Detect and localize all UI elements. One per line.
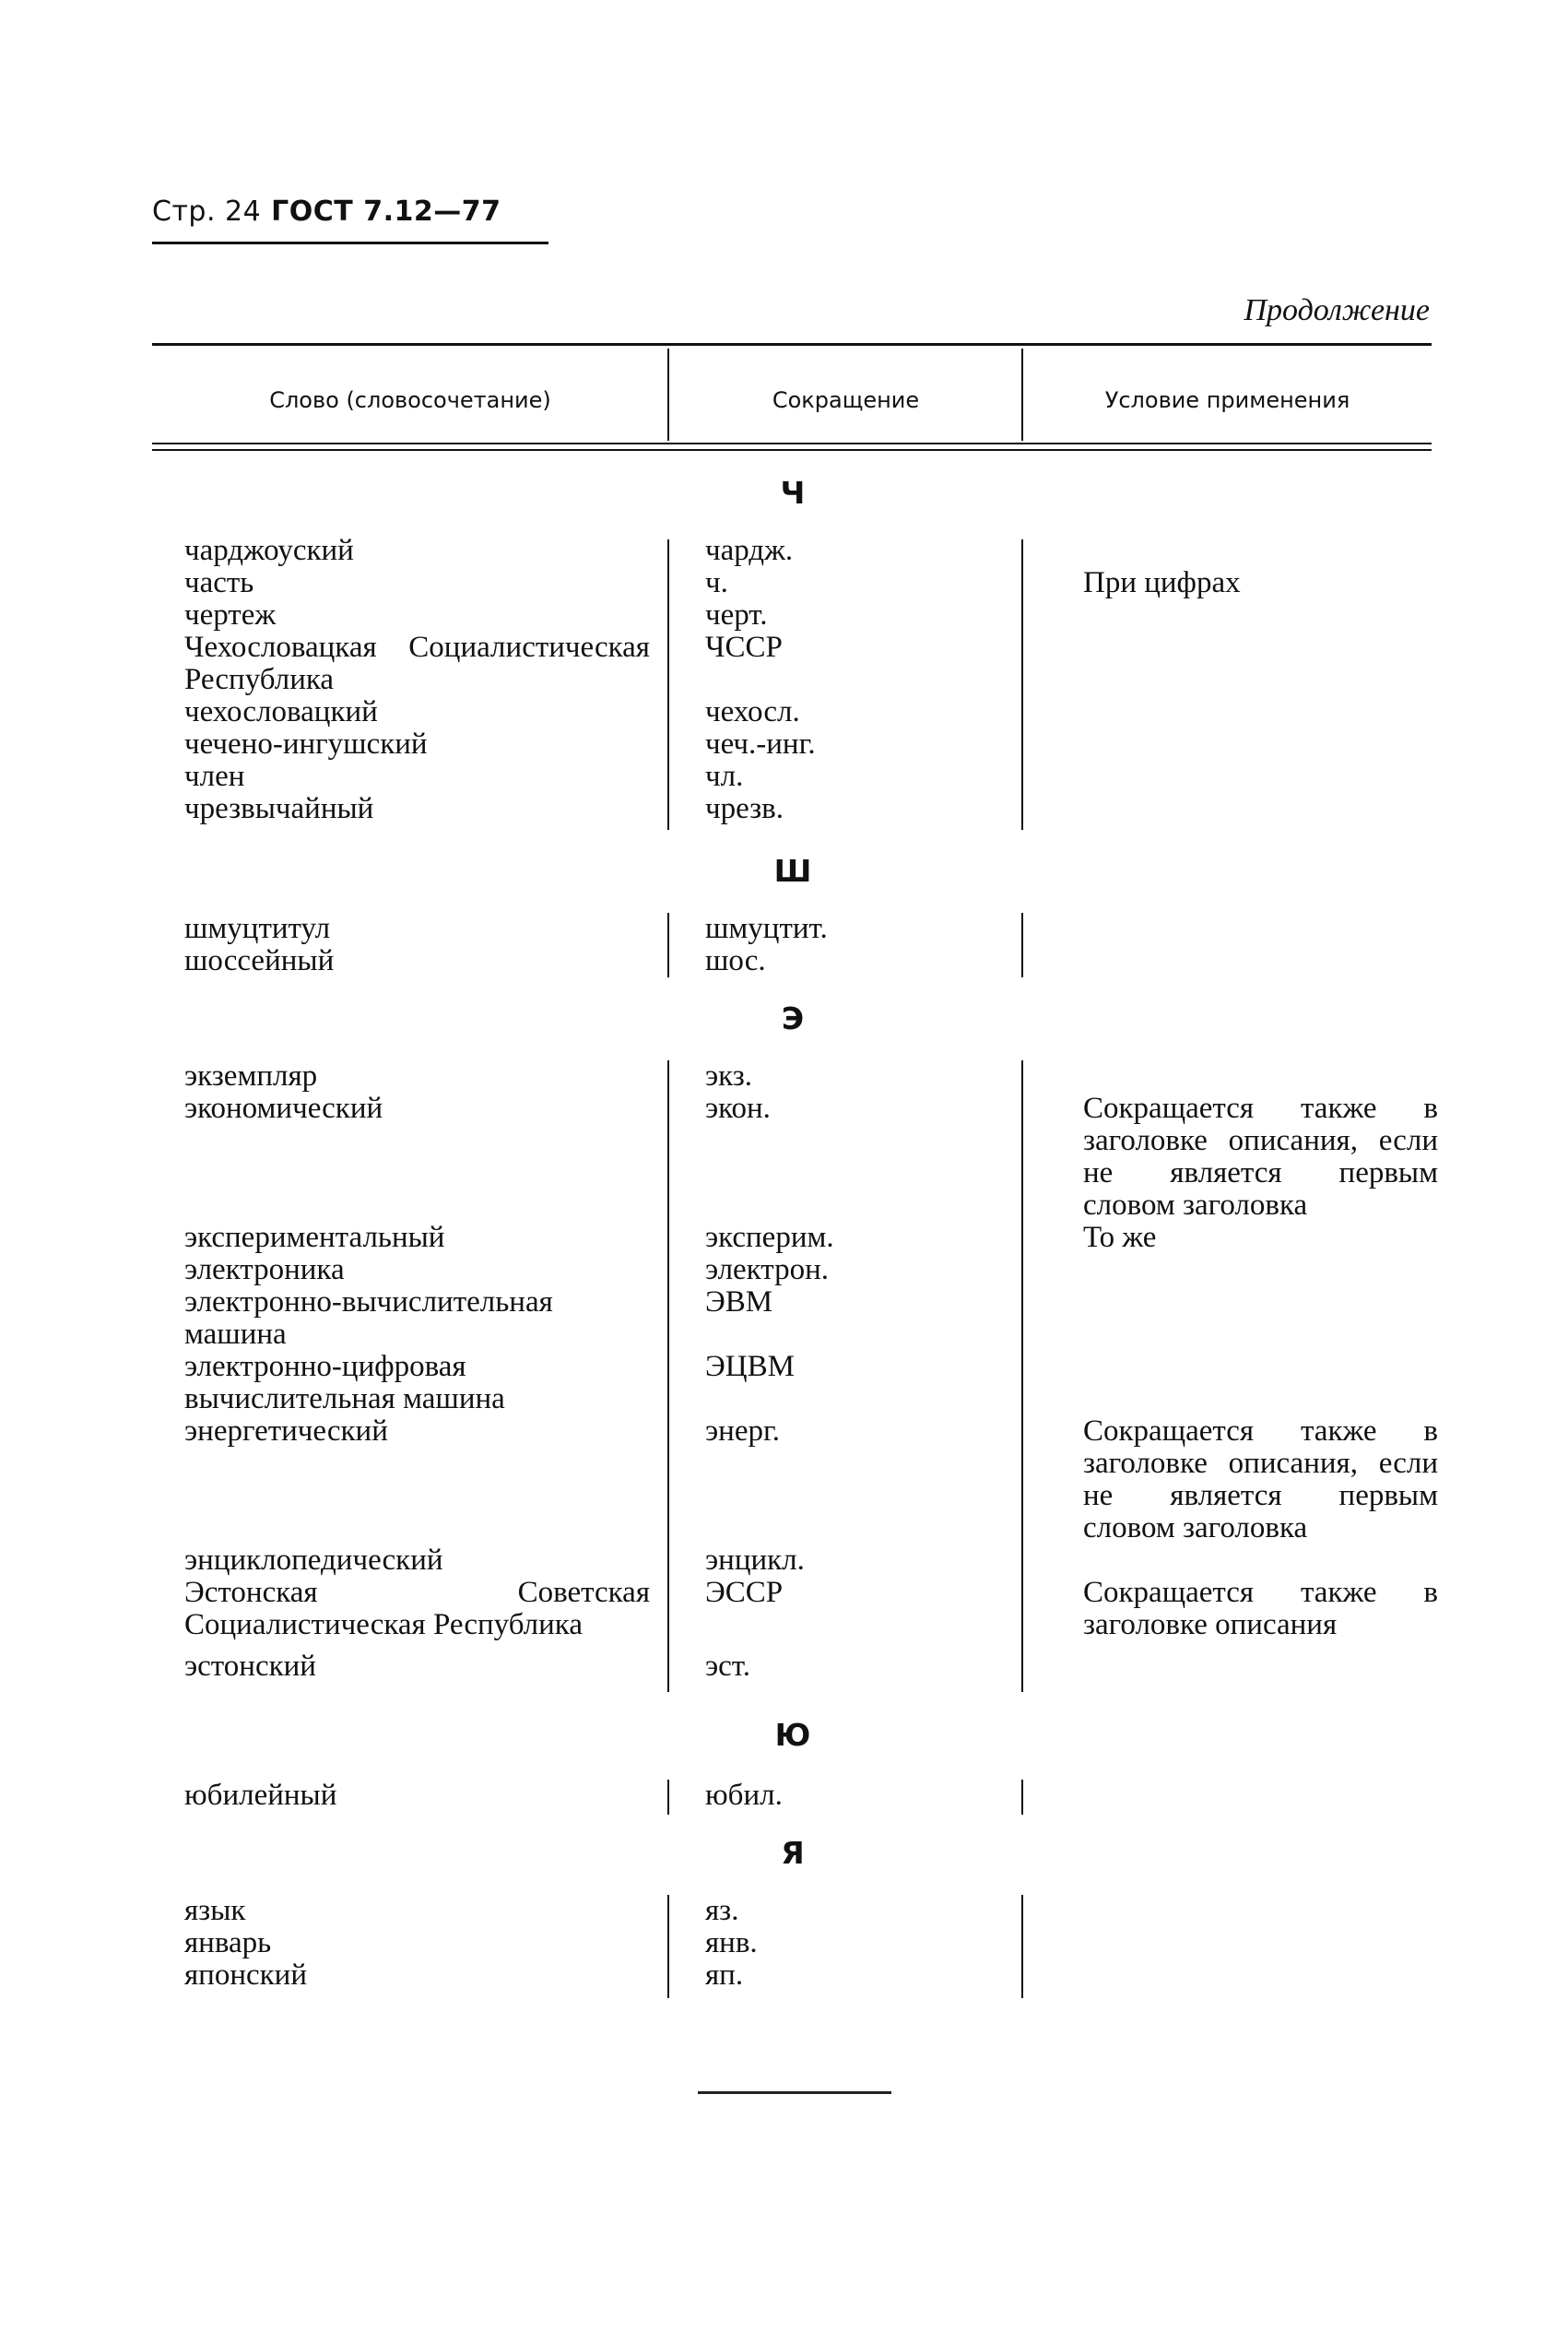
running-head — [152, 195, 501, 228]
abbreviation-cell: энерг. — [705, 1414, 781, 1448]
abbreviation-cell: энцикл. — [705, 1544, 805, 1577]
abbreviation-cell: чл. — [705, 760, 744, 793]
page-label: Стр. 24 — [152, 195, 262, 228]
section-letter: Ш — [773, 853, 812, 889]
condition-text: Сокращается также в заголовке описания — [1083, 1576, 1438, 1641]
condition-cell — [1051, 1415, 1438, 1544]
abbreviation-cell: шос. — [705, 944, 766, 977]
end-rule — [698, 2091, 891, 2094]
abbreviation-cell: чардж. — [705, 534, 794, 567]
column-divider — [1021, 913, 1023, 977]
word-text: Чехословацкая Социалистическая Республика — [184, 631, 650, 696]
word-cell: чрезвычайный — [184, 792, 374, 825]
word-cell: эстонский — [184, 1650, 316, 1683]
continuation-label: Продолжение — [1244, 293, 1430, 327]
abbreviation-cell: ч. — [705, 566, 728, 599]
table-header-rule — [152, 443, 1432, 444]
header-divider — [1021, 349, 1023, 441]
section-letter: Ч — [780, 475, 806, 511]
column-divider — [667, 539, 669, 830]
abbreviation-cell: ЭВМ — [705, 1285, 773, 1319]
word-cell: чарджоуский — [184, 534, 354, 567]
abbreviation-cell: экон. — [705, 1092, 771, 1125]
abbreviation-cell: юбил. — [705, 1779, 783, 1812]
abbreviation-cell: чрезв. — [705, 792, 784, 825]
column-divider — [667, 1780, 669, 1815]
word-cell: энциклопедический — [184, 1544, 443, 1577]
word-cell — [152, 1351, 650, 1415]
word-cell: экземпляр — [184, 1059, 318, 1093]
abbreviation-cell: электрон. — [705, 1253, 830, 1286]
word-cell: шоссейный — [184, 944, 335, 977]
condition-cell — [1051, 1577, 1438, 1641]
abbreviation-cell: яп. — [705, 1958, 744, 1992]
abbreviation-cell: эст. — [705, 1650, 751, 1683]
doc-id: ГОСТ 7.12—77 — [271, 195, 501, 228]
column-divider — [667, 1060, 669, 1692]
column-divider — [1021, 539, 1023, 830]
word-cell: чертеж — [184, 598, 277, 632]
word-cell — [152, 1286, 650, 1351]
condition-text: То же — [1083, 1221, 1157, 1254]
word-cell: часть — [184, 566, 254, 599]
column-divider — [667, 1895, 669, 1998]
column-header-condition: Условие применения — [1104, 387, 1350, 413]
word-text: электронно-цифровая вычислительная машина — [184, 1350, 505, 1415]
abbreviation-cell: яз. — [705, 1894, 739, 1927]
table-header-rule — [152, 449, 1432, 451]
condition-cell — [1051, 1093, 1438, 1222]
word-cell: экспериментальный — [184, 1221, 445, 1254]
word-cell: член — [184, 760, 245, 793]
section-letter: Я — [781, 1835, 805, 1871]
abbreviation-cell: ЧССР — [705, 631, 783, 664]
word-cell: энергетический — [184, 1414, 388, 1448]
word-cell: экономический — [184, 1092, 383, 1125]
column-divider — [1021, 1780, 1023, 1815]
word-cell: чечено-ингушский — [184, 728, 428, 761]
column-divider — [1021, 1895, 1023, 1998]
word-cell — [152, 1577, 650, 1641]
word-cell: шмуцтитул — [184, 912, 331, 945]
abbreviation-cell: янв. — [705, 1926, 758, 1959]
column-header-word: Слово (словосочетание) — [269, 387, 551, 413]
column-divider — [667, 913, 669, 977]
word-cell: японский — [184, 1958, 307, 1992]
word-cell: юбилейный — [184, 1779, 337, 1812]
abbreviation-cell: черт. — [705, 598, 768, 632]
condition-text: Сокращается также в заголовке описания, если не является первым словом заголовка — [1083, 1092, 1438, 1222]
column-header-abbreviation: Сокращение — [772, 387, 920, 413]
abbreviation-cell: эксперим. — [705, 1221, 834, 1254]
table-top-rule — [152, 343, 1432, 346]
word-cell — [152, 632, 650, 696]
abbreviation-cell: шмуцтит. — [705, 912, 828, 945]
word-cell: январь — [184, 1926, 272, 1959]
word-cell: чехословацкий — [184, 695, 378, 728]
word-text: Эстонская Советская Социалистическая Республика — [184, 1576, 650, 1641]
word-text: электронно-вычислительная машина — [184, 1285, 553, 1351]
word-cell: язык — [184, 1894, 246, 1927]
column-divider — [1021, 1060, 1023, 1692]
section-letter: Э — [781, 1000, 805, 1036]
header-rule — [152, 242, 548, 244]
abbreviation-cell: ЭССР — [705, 1576, 784, 1609]
condition-cell: При цифрах — [1083, 566, 1241, 599]
abbreviation-cell: чеч.-инг. — [705, 728, 816, 761]
section-letter: Ю — [774, 1717, 811, 1753]
word-cell: электроника — [184, 1253, 345, 1286]
abbreviation-cell: чехосл. — [705, 695, 800, 728]
abbreviation-cell: ЭЦВМ — [705, 1350, 795, 1383]
condition-cell — [1051, 1222, 1438, 1254]
header-divider — [667, 349, 669, 441]
condition-text: Сокращается также в заголовке описания, если не является первым словом заголовка — [1083, 1414, 1438, 1544]
abbreviation-cell: экз. — [705, 1059, 753, 1093]
